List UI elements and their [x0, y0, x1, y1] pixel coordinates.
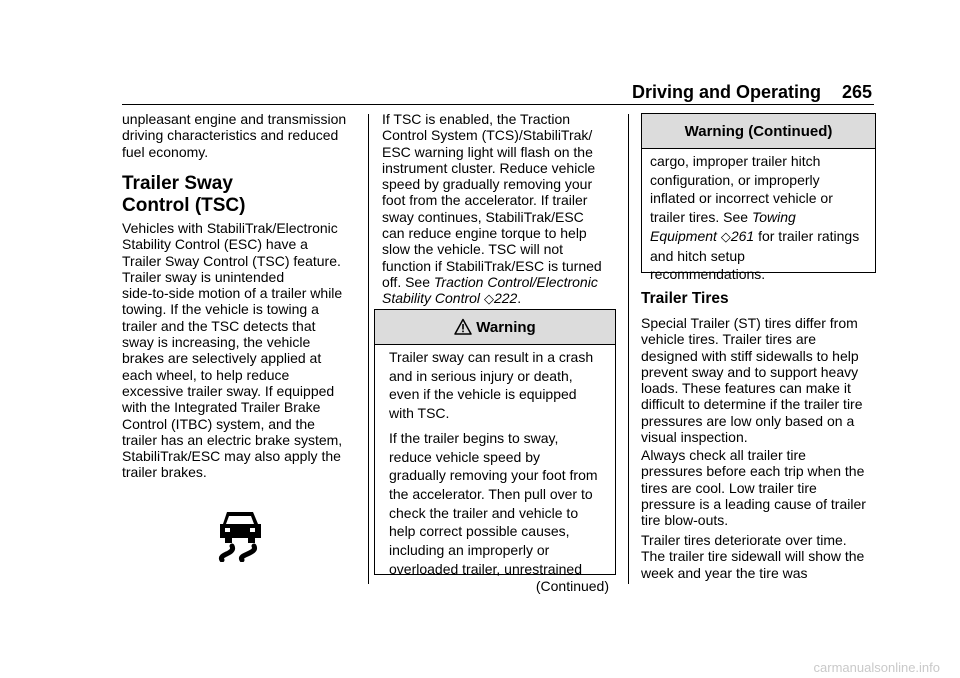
trailer-tires-paragraph-1: Special Trailer (ST) tires differ from vehicle tires. Trailer tires are designed with stiff sidewalls to help prevent sway and to support heavy loads. These features can make it difficult to determine if the trailer tire pressures are low only based on a visual inspection.	[641, 315, 863, 446]
intro-paragraph: unpleasant engine and transmission driving characteristics and reduced fuel economy.	[122, 111, 347, 160]
traction-control-link[interactable]: Traction Control/Electronic	[433, 273, 598, 290]
section-title: Driving and Operating	[632, 82, 822, 102]
warning-triangle-icon	[454, 318, 472, 336]
stability-control-link[interactable]: Stability Control	[382, 290, 481, 307]
warning-title: Warning	[476, 318, 536, 336]
warning-paragraph-2: If the trailer begins to sway, reduce vehicle speed by gradually removing your foot from the accelerator. Then pull over to check the trailer and vehicle to help correct possible causes, including an improperly or overloaded trailer, unrestrained	[389, 429, 598, 577]
continued-label: (Continued)	[535, 578, 609, 595]
section-heading-trailer-tires: Trailer Tires	[641, 290, 729, 307]
trailer-tires-paragraph-3: Trailer tires deteriorate over time. The trailer tire sidewall will show the week and year the tire was	[641, 532, 865, 581]
tsc-enabled-paragraph: If TSC is enabled, the Traction Control System (TCS)/StabiliTrak/ ESC warning light will flash on the instrument cluster. Reduce vehicle speed by gradually removing your foot from the accelerator. If trailer sway continues, StabiliTrak/ESC can reduce engine torque to help slow the vehicle. TSC will not function if StabiliTrak/ESC is turned off. See Traction Control/Electronic Stability Control ◇222.	[382, 111, 602, 307]
equipment-link[interactable]: Equipment	[650, 227, 717, 244]
page-ref-arrow-icon: ◇	[483, 291, 494, 307]
page-ref-222[interactable]: 222	[493, 290, 518, 307]
warning-continued-box	[641, 113, 876, 283]
watermark-text: carmanualsonline.info	[813, 660, 940, 675]
warning-continued-body: cargo, improper trailer hitch configuration, or improperly inflated or incorrect vehicle or trailer tires. See Towing Equipment ◇261 for trailer ratings and hitch setup recommendations.	[650, 153, 860, 283]
column-divider-2	[628, 114, 629, 584]
page-number: 265	[842, 82, 873, 102]
trailer-tires-paragraph-2: Always check all trailer tire pressures before each trip when the tires are cool. Low trailer tire pressure is a leading cause of trailer tire blow-outs.	[641, 447, 866, 529]
trailer-sway-paragraph: Vehicles with StabiliTrak/Electronic Stability Control (ESC) have a Trailer Sway Control (TSC) feature. Trailer sway is unintended side-to-side motion of a trailer while towing. If the vehicle is towing a trailer and the TSC detects that sway is increasing, the vehicle brakes are selectively applied at each wheel, to help reduce excessive trailer sway. If equipped with the Integrated Trailer Brake Control (ITBC) system, and the trailer has an electric brake system, StabiliTrak/ESC may also apply the trailer brakes.	[122, 220, 343, 481]
warning-box	[374, 309, 616, 595]
ref-prefix: off. See	[382, 273, 434, 290]
warning-continued-header: Warning (Continued)	[642, 114, 875, 149]
warning-body	[375, 345, 615, 594]
warning-paragraph-1: Trailer sway can result in a crash and in serious injury or death, even if the vehicle is equipped with TSC.	[389, 349, 594, 422]
column-divider-1	[368, 114, 369, 584]
traction-control-skid-icon	[218, 508, 266, 562]
header-rule	[122, 104, 874, 105]
page-ref-261[interactable]: 261	[730, 227, 755, 244]
towing-link[interactable]: Towing	[751, 209, 796, 226]
warning-header	[375, 310, 615, 345]
section-heading-trailer-sway: Trailer Sway Control (TSC)	[122, 173, 246, 216]
page-ref-arrow-icon: ◇	[720, 228, 731, 244]
